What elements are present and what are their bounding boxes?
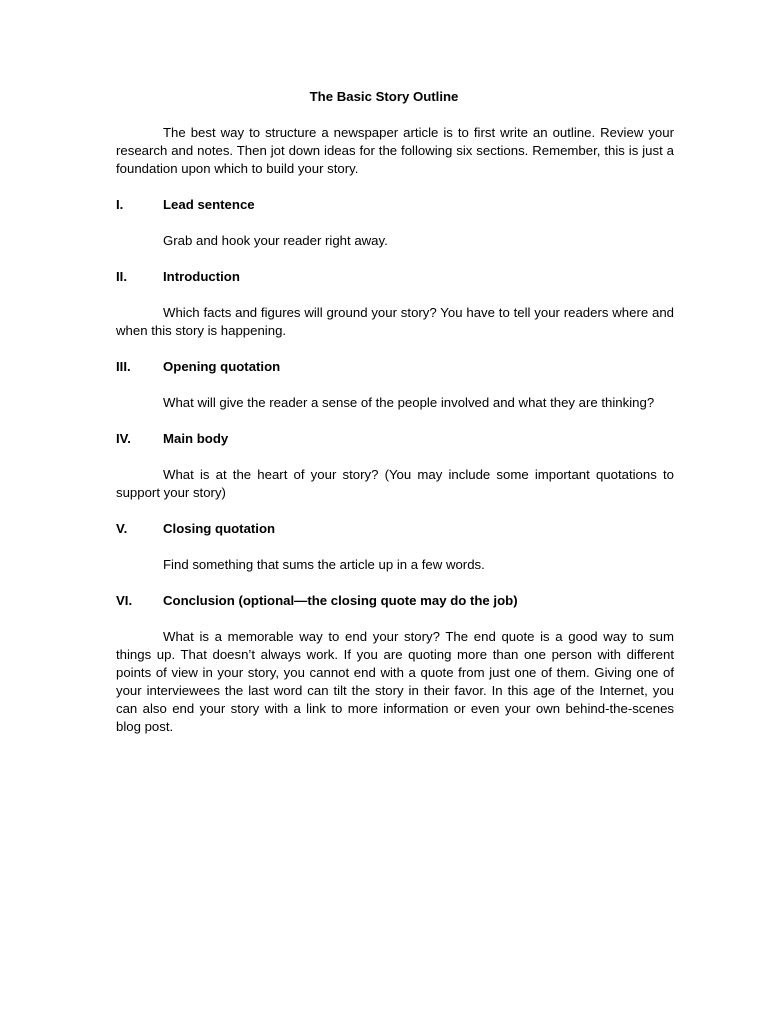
section-paragraph: Find something that sums the article up in a few words. bbox=[163, 557, 485, 572]
section-title: Lead sentence bbox=[163, 197, 255, 212]
section-heading bbox=[116, 430, 674, 448]
section-numeral: VI. bbox=[116, 593, 133, 608]
section-numeral: III. bbox=[116, 359, 131, 374]
section-2 bbox=[116, 268, 674, 358]
section-1 bbox=[116, 196, 674, 268]
section-paragraph: What will give the reader a sense of the people involved and what they are thinking? bbox=[163, 395, 655, 410]
section-title: Closing quotation bbox=[163, 521, 276, 536]
section-heading bbox=[116, 268, 674, 286]
section-title: Opening quotation bbox=[163, 359, 281, 374]
section-numeral: IV. bbox=[116, 431, 131, 446]
section-heading bbox=[116, 358, 674, 376]
section-title: Conclusion (optional—the closing quote may do the job) bbox=[163, 593, 518, 608]
section-numeral: II. bbox=[116, 269, 127, 284]
section-numeral: I. bbox=[116, 197, 124, 212]
section-heading bbox=[116, 196, 674, 214]
section-6 bbox=[116, 592, 674, 736]
section-paragraph: What is at the heart of your story? (You may include some important quotations to support your story) bbox=[116, 467, 674, 500]
document-title: The Basic Story Outline bbox=[309, 89, 459, 104]
section-paragraph: What is a memorable way to end your story? The end quote is a good way to sum things up. That doesn’t always work. If you are quoting more than one person with different points of view in your story, you cannot end with a quote from just one of them. Giving one of your interviewees the last word can tilt the story in their favor. In this age of the Internet, you can also end your story with a link to more information or even your own behind-the-scenes blog post. bbox=[116, 629, 674, 734]
section-3 bbox=[116, 358, 674, 430]
section-4 bbox=[116, 430, 674, 520]
section-paragraph: Grab and hook your reader right away. bbox=[163, 233, 388, 248]
section-title: Main body bbox=[163, 431, 229, 446]
section-paragraph: Which facts and figures will ground your story? You have to tell your readers where and when this story is happening. bbox=[116, 305, 674, 338]
document-body bbox=[116, 124, 674, 736]
section-numeral: V. bbox=[116, 521, 128, 536]
section-title: Introduction bbox=[163, 269, 240, 284]
section-5 bbox=[116, 520, 674, 592]
intro-paragraph: The best way to structure a newspaper article is to first write an outline. Review your research and notes. Then jot down ideas for the following six sections. Remember, this is just a foundation upon which to build your story. bbox=[116, 125, 674, 176]
section-heading bbox=[116, 592, 674, 610]
section-heading bbox=[116, 520, 674, 538]
